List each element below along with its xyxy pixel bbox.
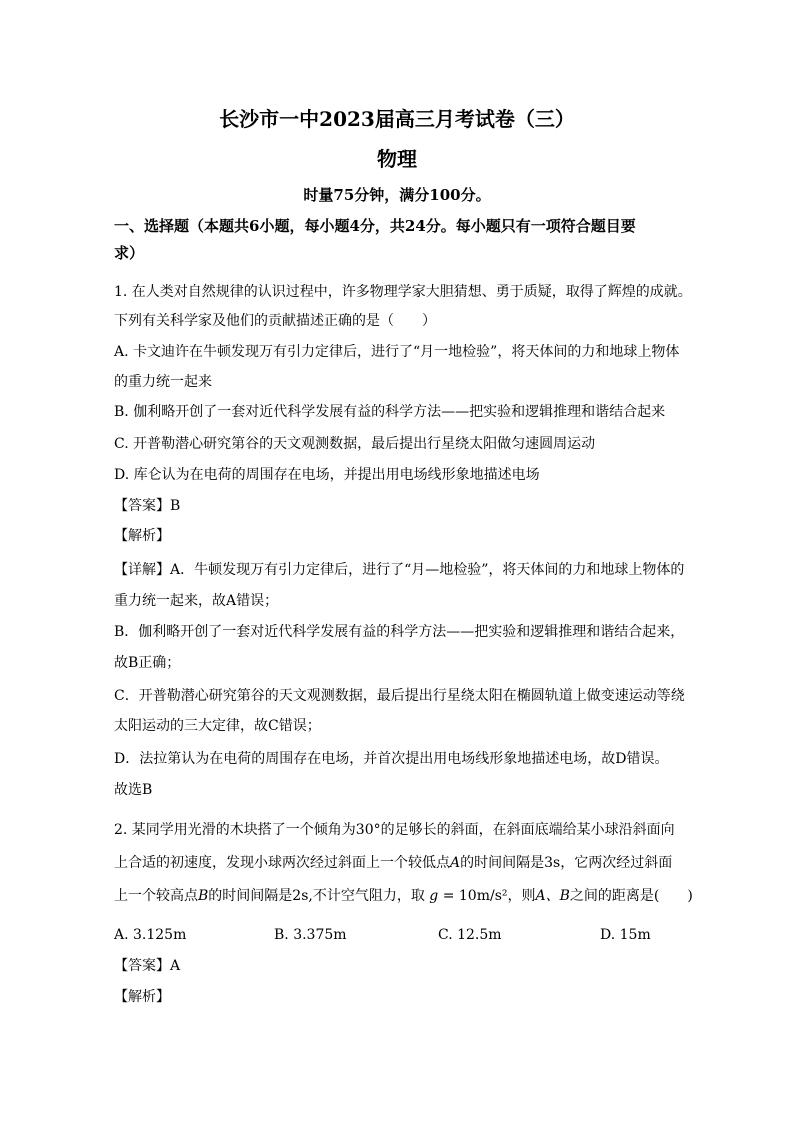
q1-answer: 【答案】B [114, 498, 181, 514]
q2-stem-cont2 [114, 886, 693, 906]
q1-option-c: C. 开普勒潜心研究第谷的天文观测数据，最后提出行星绕太阳做匀速圆周运动 [114, 436, 596, 452]
q1-detail-c-cont: 太阳运动的三大定律，故C错误； [114, 718, 321, 734]
q2-answer: 【答案】A [114, 958, 181, 974]
q1-detail-b-cont: 故B正确； [114, 655, 181, 671]
gravity-value: = 10m/s² [442, 888, 508, 904]
q2-option-b: B. 3.375m [274, 927, 347, 943]
q2-stem-cont [114, 853, 672, 873]
q2-stem: 2. 某同学用光滑的木块搭了一个倾角为30°的足够长的斜面，在斜面底端给某小球沿斜面向 [114, 822, 675, 838]
time-info: 时量75分钟，满分100分。 [303, 186, 491, 204]
q1-detail-cont: 重力统一起来，故A错误； [114, 593, 279, 609]
q2-stem-text: ，则 [507, 888, 536, 904]
q1-detail-d: D．法拉第认为在电荷的周围存在电场，并首次提出用电场线形象地描述电场，故D错误。 [114, 751, 669, 767]
point-a-label: A [450, 855, 461, 871]
q1-detail-b: B．伽利略开创了一套对近代科学发展有益的科学方法——把实验和逻辑推理和谐结合起来， [114, 624, 685, 640]
q2-option-d: D. 15m [600, 927, 651, 943]
q1-stem: 1. 在人类对自然规律的认识过程中，许多物理学家大胆猜想、勇于质疑，取得了辉煌的成就。 [114, 284, 692, 300]
q1-option-d: D. 库仑认为在电荷的周围存在电场，并提出用电场线形象地描述电场 [114, 467, 540, 483]
point-b-label: B [198, 888, 209, 904]
q2-stem-text: 的时间间隔是3s，它两次经过斜面 [460, 855, 673, 871]
q1-option-a: A. 卡文迪许在牛顿发现万有引力定律后，进行了“月一地检验”，将天体间的力和地球上物体 [114, 344, 680, 360]
q1-detail: 【详解】A．牛顿发现万有引力定律后，进行了“月—地检验”，将天体间的力和地球上物体的 [114, 562, 685, 578]
q1-analysis-label: 【解析】 [114, 528, 170, 544]
section-heading: 一、选择题（本题共6小题，每小题4分，共24分。每小题只有一项符合题目要 [114, 217, 636, 235]
exam-title: 长沙市一中2023届高三月考试卷（三） [219, 107, 575, 131]
section-heading-cont: 求） [114, 244, 145, 262]
gravity-symbol: g [429, 888, 439, 904]
subject-title: 物理 [377, 147, 417, 171]
q1-detail-c: C．开普勒潜心研究第谷的天文观测数据，最后提出行星绕太阳在椭圆轨道上做变速运动等绕 [114, 688, 685, 704]
points-ab-label: A、B [535, 888, 570, 904]
q1-option-a-cont: 的重力统一起来 [114, 374, 212, 390]
q2-option-a: A. 3.125m [114, 927, 187, 943]
q1-stem-cont: 下列有关科学家及他们的贡献描述正确的是（ ） [114, 313, 436, 329]
q1-conclusion: 故选B [114, 782, 153, 798]
q2-analysis-label: 【解析】 [114, 989, 170, 1005]
q2-stem-text: 之间的距离是( ) [569, 888, 693, 904]
q2-option-c: C. 12.5m [438, 927, 502, 943]
q2-stem-text: 的时间间隔是2s,不计空气阻力，取 [208, 888, 425, 904]
q2-stem-text: 上一个较高点 [114, 888, 198, 904]
q2-stem-text: 上合适的初速度，发现小球两次经过斜面上一个较低点 [114, 855, 450, 871]
q1-option-b: B. 伽利略开创了一套对近代科学发展有益的科学方法——把实验和逻辑推理和谐结合起来 [114, 404, 666, 420]
